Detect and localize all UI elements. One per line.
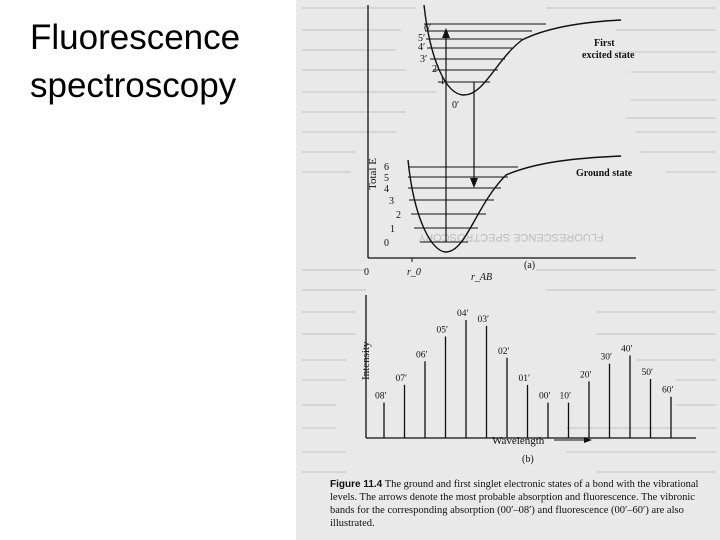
band-label-04p: 04′ <box>457 309 469 319</box>
slide-title <box>30 14 280 110</box>
fig-b-x-label: Wavelength <box>492 435 545 447</box>
band-label-00p: 00′ <box>539 391 551 402</box>
fig-a-origin-label: 0 <box>364 267 369 278</box>
excited-level-2-label: 2′ <box>432 64 440 75</box>
figure-b-vibronic-spectrum <box>360 295 696 465</box>
excited-vibrational-levels <box>424 24 546 82</box>
ground-level-5-label: 5 <box>384 173 389 184</box>
excited-level-1-label: 1′ <box>440 76 448 87</box>
excited-level-3-label: 3′ <box>420 54 428 65</box>
caption-text: The ground and first singlet electronic states of a bond with the vibrational levels. The arrows denote the most probable absorption and fluorescence. The vibronic bands for the corresponding absorption (00′–08′) and fluorescence (00′–60′) are also illustrated. <box>330 479 699 529</box>
band-label-02p: 02′ <box>498 346 510 357</box>
ground-level-0-label: 0 <box>384 238 389 249</box>
ground-level-6-label: 6 <box>384 162 389 173</box>
band-label-05p: 05′ <box>436 325 449 336</box>
scan-figure-svg <box>296 0 720 540</box>
band-label-40p: 40′ <box>621 344 633 355</box>
ground-level-3-label: 3 <box>389 196 394 207</box>
absorption-arrow <box>442 28 450 242</box>
excited-state-label-line-2: excited state <box>582 50 635 61</box>
figure-caption <box>330 478 718 530</box>
band-label-06p: 06′ <box>416 350 428 361</box>
scanned-textbook-page <box>296 0 720 540</box>
fig-b-bands <box>375 309 674 438</box>
bleed-through-heading: FLUORESCENCE SPECTROSCOPY <box>418 231 604 243</box>
fig-a-panel-label: (a) <box>524 260 536 271</box>
fig-a-y-label: Total E <box>367 158 379 190</box>
band-label-01p: 01′ <box>518 373 531 384</box>
ground-level-labels <box>384 162 401 249</box>
ground-level-1-label: 1 <box>390 224 395 235</box>
excited-state-label-line-1: First <box>594 38 615 49</box>
band-label-10p: 10′ <box>559 391 572 402</box>
fluorescence-arrow <box>470 82 478 188</box>
band-label-20p: 20′ <box>580 370 592 381</box>
band-label-50p: 50′ <box>641 368 654 378</box>
ground-state-label: Ground state <box>576 168 633 179</box>
figure-number: Figure 11.4 <box>330 479 383 490</box>
slide-title-line-2: spectroscopy <box>30 66 237 105</box>
ground-level-2-label: 2 <box>396 210 401 221</box>
band-label-07p: 07′ <box>395 373 408 384</box>
slide-title-line-1: Fluorescence <box>30 18 241 57</box>
band-label-03p: 03′ <box>477 314 490 325</box>
fig-a-r0-label: r_0 <box>407 267 421 278</box>
fig-b-panel-label: (b) <box>522 454 534 465</box>
fig-b-y-label: Intensity <box>360 341 372 380</box>
excited-level-4-label: 4′ <box>418 42 426 53</box>
band-label-08p: 08′ <box>375 391 387 402</box>
band-label-60p: 60′ <box>662 385 674 396</box>
excited-level-6-label: 6′ <box>424 23 432 34</box>
excited-level-5-label: 5′ <box>418 33 426 44</box>
excited-level-labels <box>418 23 459 111</box>
ground-level-4-label: 4 <box>384 184 389 195</box>
band-label-30p: 30′ <box>600 352 613 363</box>
fig-a-x-label: r_AB <box>471 272 493 283</box>
excited-level-0-label: 0′ <box>452 100 460 111</box>
